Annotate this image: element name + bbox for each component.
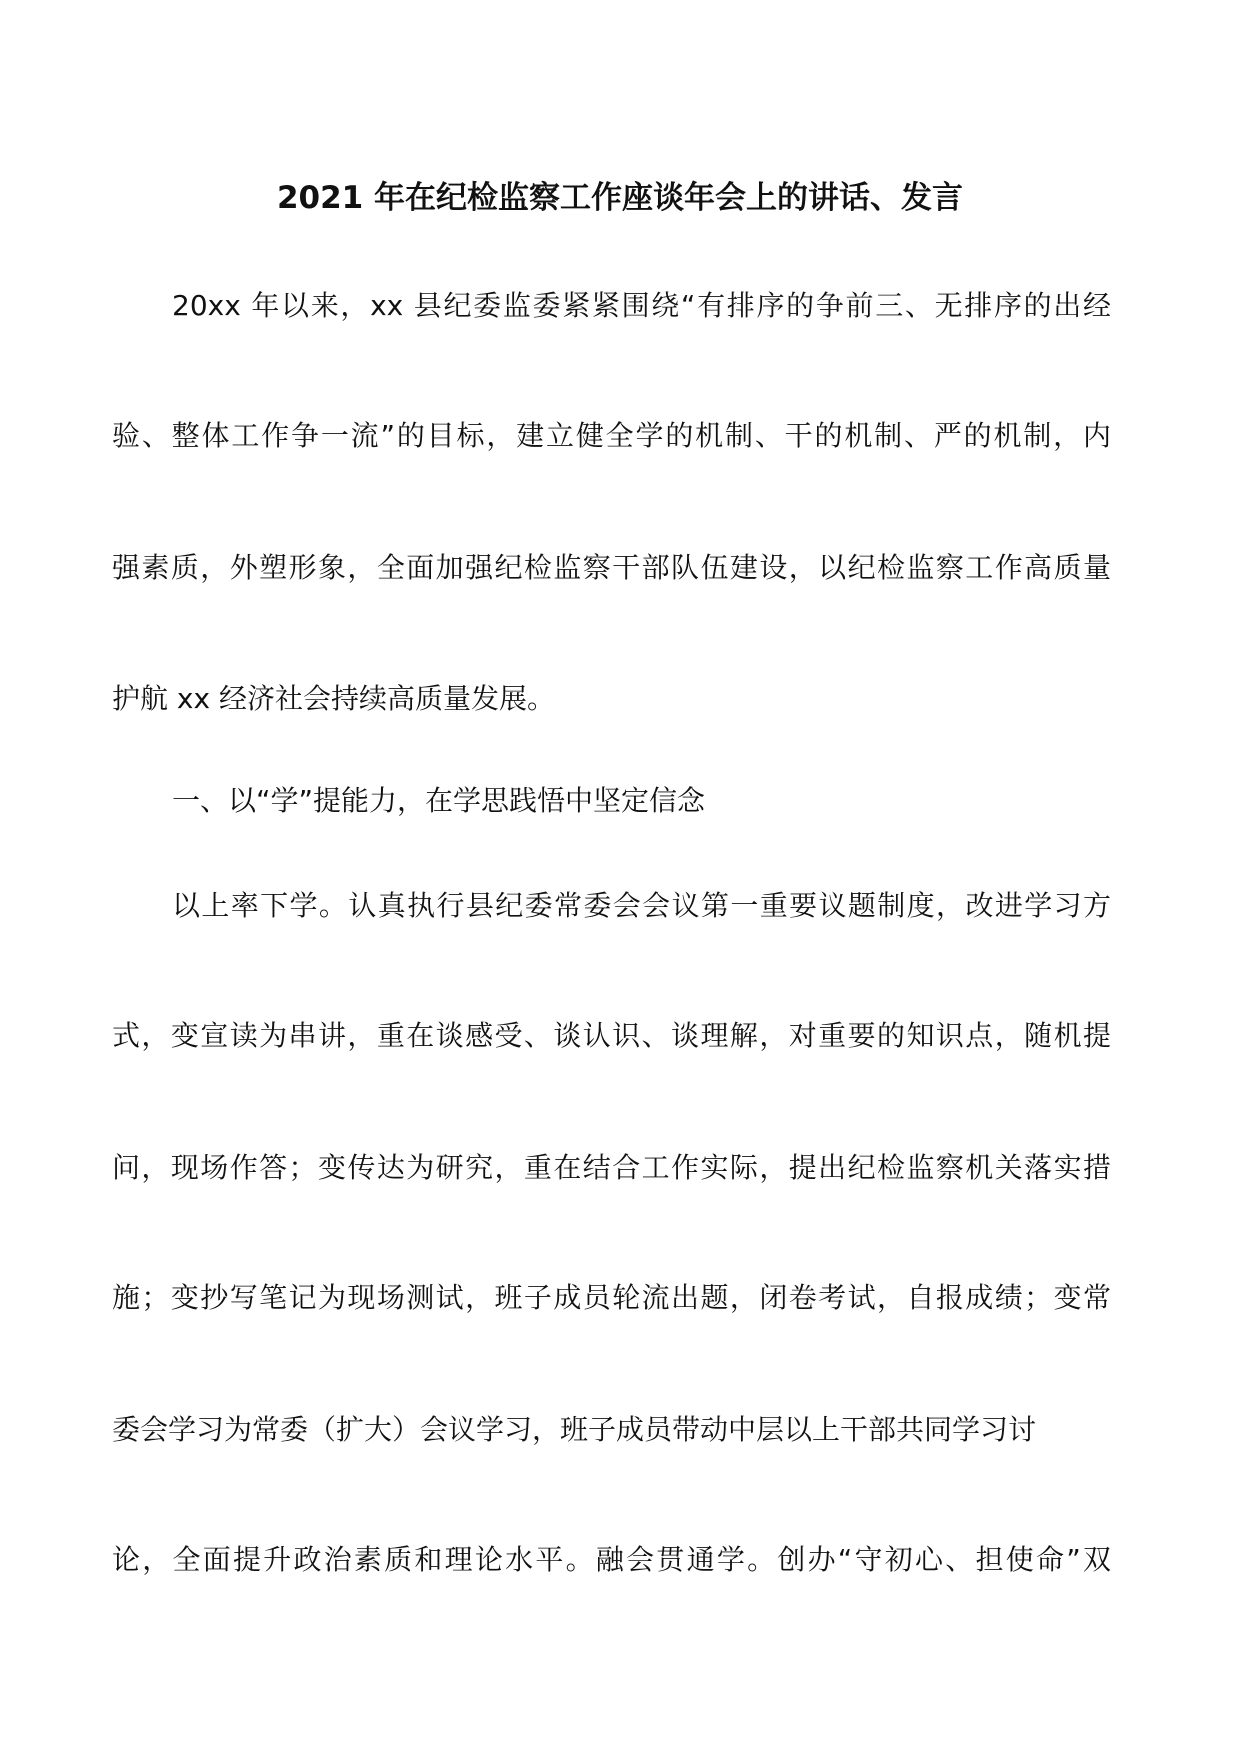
intro-line: 验、整体工作争一流”的目标，建立健全学的机制、干的机制、严的机制，内 xyxy=(112,419,1111,452)
intro-line: 20xx 年以来，xx 县纪委监委紧紧围绕“有排序的争前三、无排序的出经 xyxy=(172,289,1111,322)
intro-line: 护航 xx 经济社会持续高质量发展。 xyxy=(112,682,555,715)
section-line: 委会学习为常委（扩大）会议学习，班子成员带动中层以上干部共同学习讨 xyxy=(112,1413,1037,1446)
section-heading: 一、以“学”提能力，在学思践悟中坚定信念 xyxy=(172,784,706,817)
section-line: 论，全面提升政治素质和理论水平。融会贯通学。创办“守初心、担使命”双 xyxy=(112,1543,1111,1576)
section-line: 问，现场作答；变传达为研究，重在结合工作实际，提出纪检监察机关落实措 xyxy=(112,1151,1111,1184)
section-line: 施；变抄写笔记为现场测试，班子成员轮流出题，闭卷考试，自报成绩；变常 xyxy=(112,1281,1111,1314)
intro-line: 强素质，外塑形象，全面加强纪检监察干部队伍建设，以纪检监察工作高质量 xyxy=(112,551,1111,584)
document-title: 2021 年在纪检监察工作座谈年会上的讲话、发言 xyxy=(276,180,964,216)
section-line: 以上率下学。认真执行县纪委常委会会议第一重要议题制度，改进学习方 xyxy=(172,889,1111,922)
section-line: 式，变宣读为串讲，重在谈感受、谈认识、谈理解，对重要的知识点，随机提 xyxy=(112,1019,1111,1052)
